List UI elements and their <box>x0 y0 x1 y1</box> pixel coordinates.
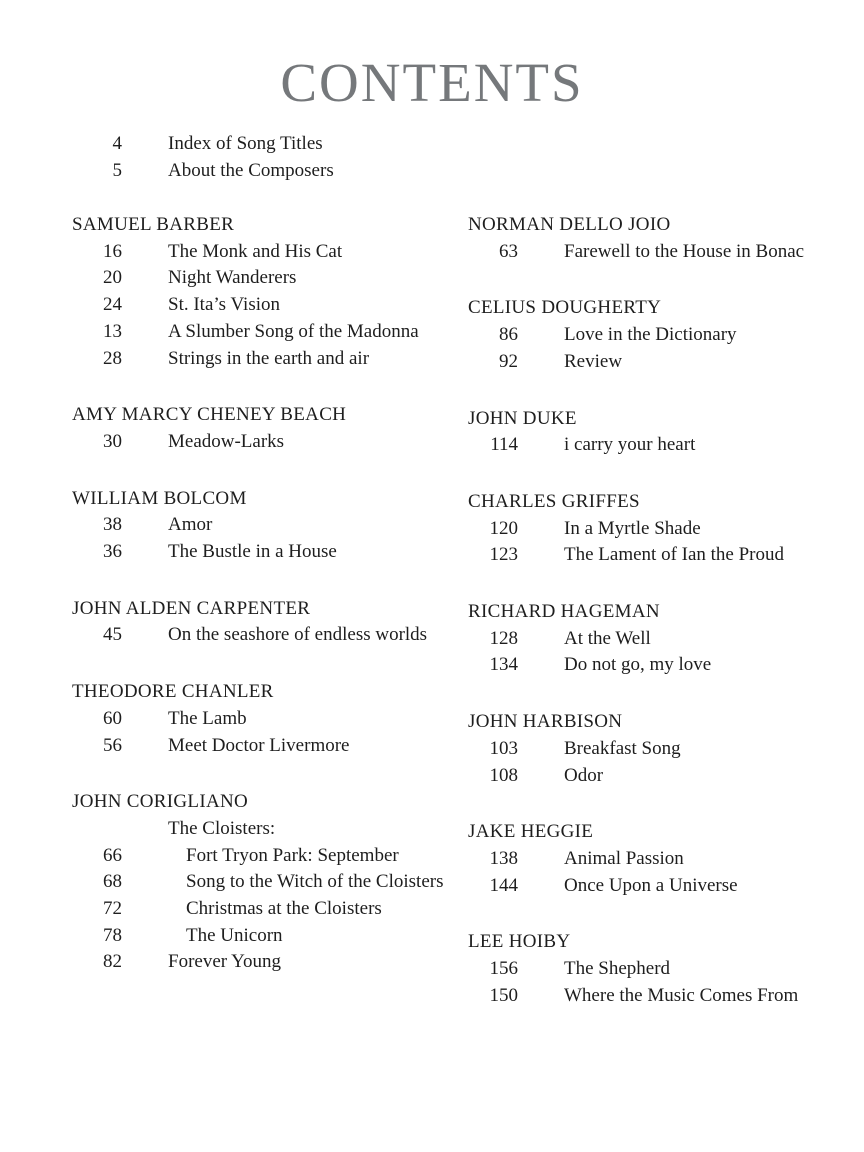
toc-row <box>468 516 864 543</box>
toc-row <box>468 736 864 763</box>
toc-row <box>72 706 468 733</box>
song-title: Once Upon a Universe <box>564 874 738 896</box>
song-title: The Lament of Ian the Proud <box>564 544 785 566</box>
page-number: 5 <box>112 159 122 181</box>
page-number: 38 <box>103 514 122 536</box>
page-number: 66 <box>103 844 122 866</box>
page-number: 45 <box>103 624 122 646</box>
composer-songs <box>468 516 864 569</box>
song-title: Christmas at the Cloisters <box>186 898 382 920</box>
page-number: 36 <box>103 541 122 563</box>
toc-row <box>468 846 864 873</box>
page-title: CONTENTS <box>280 52 584 113</box>
front-matter <box>72 131 468 184</box>
composer-section <box>72 596 468 649</box>
page-number: 72 <box>103 898 122 920</box>
composer-songs <box>72 429 468 456</box>
song-title: Review <box>564 350 623 372</box>
composer-section <box>72 789 468 976</box>
toc-row <box>468 873 864 900</box>
toc-row <box>72 923 468 950</box>
page-number: 134 <box>489 654 518 676</box>
page-number: 150 <box>489 984 518 1006</box>
page-number: 24 <box>103 294 122 316</box>
composer-songs <box>468 736 864 789</box>
composer-songs <box>72 706 468 759</box>
song-title: Do not go, my love <box>564 654 712 676</box>
song-title: The Lamb <box>168 707 247 729</box>
toc-row <box>468 956 864 983</box>
toc-row <box>72 949 468 976</box>
composer-name: JOHN CORIGLIANO <box>72 791 249 813</box>
song-title: Amor <box>168 514 213 536</box>
song-title: On the seashore of endless worlds <box>168 624 428 646</box>
page-number: 28 <box>103 347 122 369</box>
song-title: In a Myrtle Shade <box>564 517 701 539</box>
composer-name: SAMUEL BARBER <box>72 214 235 235</box>
page-number: 20 <box>103 267 122 289</box>
song-title: A Slumber Song of the Madonna <box>168 320 419 342</box>
page-number: 128 <box>489 627 518 649</box>
composer-name: JOHN ALDEN CARPENTER <box>72 597 311 619</box>
composer-songs <box>72 622 468 649</box>
song-title: Night Wanderers <box>168 267 297 289</box>
composer-songs <box>72 239 468 373</box>
song-title: Meet Doctor Livermore <box>168 734 350 756</box>
song-title: Index of Song Titles <box>168 133 323 154</box>
toc-row <box>72 539 468 566</box>
page-number: 4 <box>112 133 122 154</box>
composer-name: CELIUS DOUGHERTY <box>468 297 662 319</box>
song-title: The Cloisters: <box>168 817 276 839</box>
composer-section <box>468 295 864 375</box>
toc-row <box>468 432 864 459</box>
page-number: 30 <box>103 430 122 452</box>
song-title: Breakfast Song <box>564 737 681 759</box>
composer-songs <box>72 816 468 976</box>
composer-songs <box>72 512 468 565</box>
page-number: 56 <box>103 734 122 756</box>
composer-songs <box>468 239 864 266</box>
song-title: St. Ita’s Vision <box>168 294 280 316</box>
composer-name: THEODORE CHANLER <box>72 681 274 703</box>
song-title: Forever Young <box>168 951 281 973</box>
composer-songs <box>468 322 864 375</box>
composer-section <box>72 486 468 566</box>
composer-section <box>72 402 468 455</box>
toc-row <box>72 346 468 373</box>
toc-row <box>72 429 468 456</box>
toc-row <box>72 869 468 896</box>
song-title: At the Well <box>564 627 651 649</box>
page-number: 114 <box>490 434 518 456</box>
song-title: Song to the Witch of the Cloisters <box>186 871 444 893</box>
composer-name: CHARLES GRIFFES <box>468 490 640 512</box>
song-title: Love in the Dictionary <box>564 324 737 346</box>
song-title: Animal Passion <box>564 847 684 869</box>
page-number: 78 <box>103 924 122 946</box>
page-number: 108 <box>489 764 518 786</box>
page-number: 60 <box>103 707 122 729</box>
composer-name: JOHN HARBISON <box>468 711 623 733</box>
composer-name: AMY MARCY CHENEY BEACH <box>72 404 347 426</box>
page-number: 123 <box>489 544 518 566</box>
composer-songs <box>468 846 864 899</box>
composer-section <box>72 679 468 759</box>
song-title: Farewell to the House in Bonac <box>564 240 805 262</box>
composer-section <box>468 489 864 569</box>
column-right <box>468 212 864 1039</box>
composer-section <box>468 709 864 789</box>
toc-row <box>72 843 468 870</box>
toc-row <box>468 322 864 349</box>
page-number: 82 <box>103 951 122 973</box>
page-number: 16 <box>103 240 122 262</box>
toc-row <box>72 816 468 843</box>
page-number: 86 <box>499 324 518 346</box>
page-number: 103 <box>489 737 518 759</box>
composer-songs <box>468 956 864 1009</box>
song-title: Odor <box>564 764 604 786</box>
page-number: 156 <box>489 958 518 980</box>
composer-section <box>468 929 864 1009</box>
toc-row <box>72 512 468 539</box>
song-title: The Monk and His Cat <box>168 240 343 262</box>
page-number: 63 <box>499 240 518 262</box>
composer-section <box>468 819 864 899</box>
composer-songs <box>468 432 864 459</box>
page-number: 13 <box>103 320 122 342</box>
toc-row <box>72 131 468 158</box>
composer-section <box>468 212 864 265</box>
toc-row <box>72 733 468 760</box>
toc-row <box>72 158 468 185</box>
toc-row <box>72 319 468 346</box>
song-title: About the Composers <box>168 159 334 181</box>
composer-songs <box>468 626 864 679</box>
toc-row <box>468 239 864 266</box>
toc-row <box>468 983 864 1010</box>
toc-row <box>468 542 864 569</box>
toc-row <box>72 622 468 649</box>
page-number: 68 <box>103 871 122 893</box>
toc-row <box>468 626 864 653</box>
composer-name: RICHARD HAGEMAN <box>468 601 660 623</box>
song-title: Meadow-Larks <box>168 430 285 452</box>
song-title: The Unicorn <box>186 924 283 946</box>
composer-section <box>468 406 864 459</box>
composer-name: JAKE HEGGIE <box>468 821 594 843</box>
composer-section <box>468 599 864 679</box>
page-number: 144 <box>489 874 518 896</box>
toc-row <box>72 896 468 923</box>
song-title: Where the Music Comes From <box>564 984 799 1006</box>
song-title: i carry your heart <box>564 434 696 456</box>
toc-row <box>468 652 864 679</box>
song-title: Fort Tryon Park: September <box>186 844 399 866</box>
song-title: The Bustle in a House <box>168 541 337 563</box>
song-title: Strings in the earth and air <box>168 347 370 369</box>
column-left <box>72 212 468 1006</box>
page-number: 120 <box>489 517 518 539</box>
toc-row <box>72 239 468 266</box>
composer-name: NORMAN DELLO JOIO <box>468 214 671 235</box>
toc-row <box>468 349 864 376</box>
composer-section <box>72 212 468 372</box>
composer-name: JOHN DUKE <box>468 407 577 429</box>
toc-row <box>72 265 468 292</box>
toc-row <box>468 763 864 790</box>
page-number: 92 <box>499 350 518 372</box>
composer-name: LEE HOIBY <box>468 931 571 953</box>
composer-name: WILLIAM BOLCOM <box>72 487 247 509</box>
song-title: The Shepherd <box>564 958 671 980</box>
toc-row <box>72 292 468 319</box>
page-number: 138 <box>489 847 518 869</box>
